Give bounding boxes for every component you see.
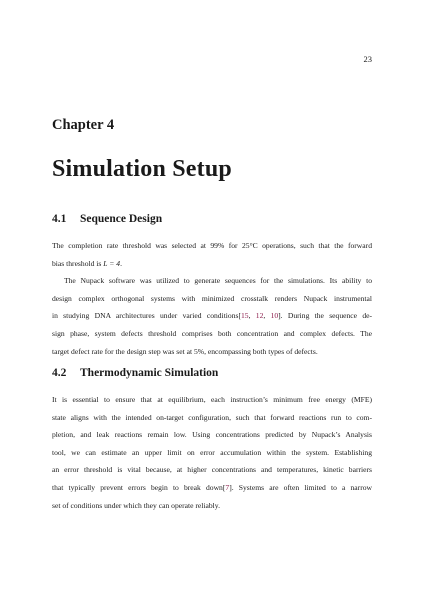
page-number: 23 <box>363 54 372 64</box>
text-line: tool, we can estimate an upper limit on error accumulation within the system. Establishing <box>52 447 372 457</box>
text-line: an error threshold is vital because, at higher concentrations and temperatures, kinetic barriers <box>52 465 372 475</box>
citation-link[interactable]: 7 <box>225 482 230 492</box>
text-line <box>52 479 372 497</box>
chapter-title: Simulation Setup <box>52 156 232 182</box>
text-line: design complex orthogonal systems with minimized crosstalk renders Nupack instrumental <box>52 293 372 303</box>
text-run: that typically prevent errors begin to break down[ <box>52 482 226 492</box>
section-heading-4-2 <box>52 367 218 379</box>
text-run: ]. Systems are often limited to a narrow <box>229 482 372 492</box>
text-run: in studying DNA architectures under varied conditions[ <box>52 311 241 321</box>
citation-link[interactable]: 10 <box>270 311 279 321</box>
paragraph <box>52 391 372 514</box>
text-line: sign phase, system defects threshold comprises both concentration and complex defects. The <box>52 328 372 338</box>
math-expression: L = 4 <box>103 258 121 268</box>
section-title: Sequence Design <box>80 213 163 225</box>
text-run: , <box>263 311 271 321</box>
text-line: pletion, and leak reactions remain low. Using concentrations predicted by Nupack’s Analysis <box>52 430 372 440</box>
section-heading-4-1 <box>52 213 162 225</box>
text-line <box>52 255 372 273</box>
section-title: Thermodynamic Simulation <box>80 367 219 379</box>
text-line: It is essential to ensure that at equilibrium, each instruction’s minimum free energy (MFE) <box>52 395 372 404</box>
text-run: bias threshold is <box>52 258 104 268</box>
text-line: set of conditions under which they can operate reliably. <box>52 500 220 510</box>
text-run: ]. During the sequence de- <box>278 311 373 321</box>
section-number: 4.2 <box>52 367 67 379</box>
section-number: 4.1 <box>52 213 67 225</box>
chapter-label: Chapter 4 <box>52 117 115 133</box>
section-4-1-body <box>52 237 372 360</box>
citation-link[interactable]: 12 <box>255 311 264 321</box>
text-line <box>52 307 372 325</box>
text-line: The Nupack software was utilized to generate sequences for the simulations. Its ability to <box>64 276 372 286</box>
paragraph <box>52 237 372 272</box>
text-line: target defect rate for the design step was set at 5%, encompassing both types of defects. <box>52 346 318 356</box>
paragraph <box>52 272 372 360</box>
text-line: state aligns with the intended on-target configuration, such that forward reactions run to com- <box>52 412 372 422</box>
text-line: The completion rate threshold was selected at 99% for 25°C operations, such that the forward <box>52 241 372 250</box>
text-run: , <box>248 311 256 321</box>
citation-link[interactable]: 15 <box>241 311 249 321</box>
section-4-2-body <box>52 391 372 514</box>
text-run: . <box>120 258 122 268</box>
